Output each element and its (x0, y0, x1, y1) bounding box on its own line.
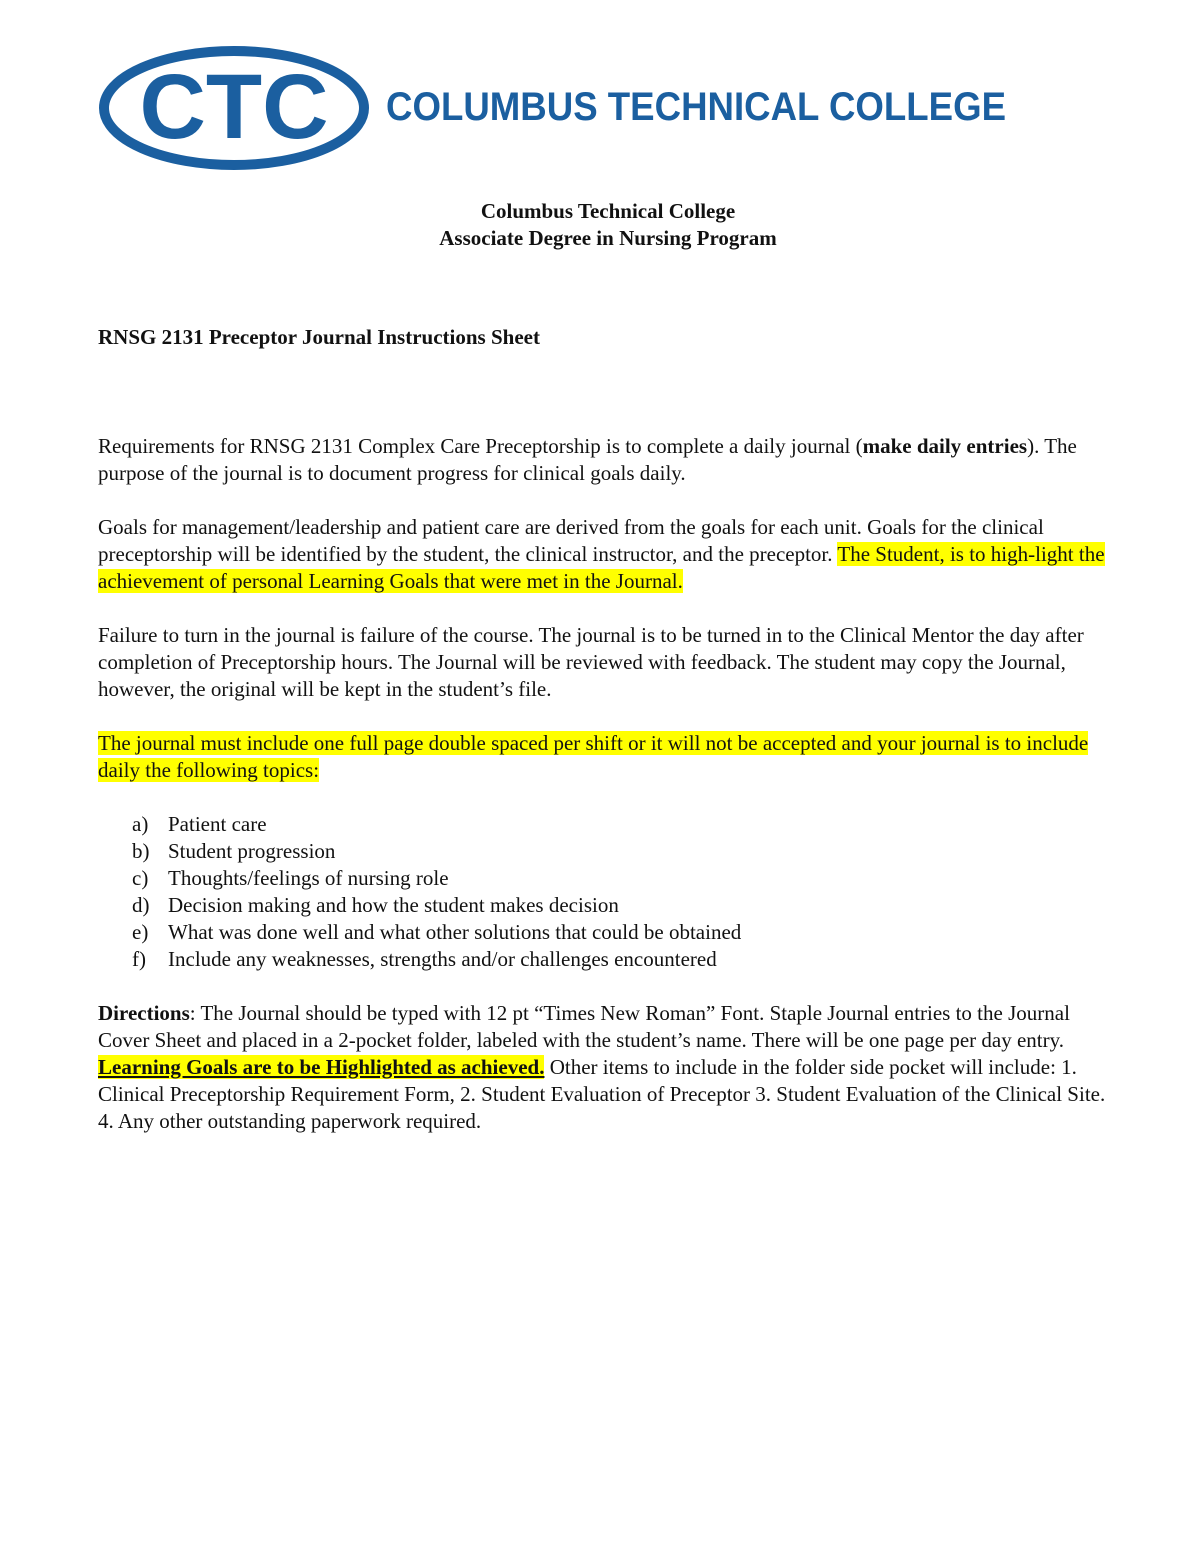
document-body (98, 198, 1118, 1135)
list-item-text: What was done well and what other solutions that could be obtained (168, 920, 742, 944)
list-marker: c) (132, 866, 149, 890)
list-marker: e) (132, 920, 149, 944)
sheet-title: RNSG 2131 Preceptor Journal Instructions Sheet (98, 325, 540, 349)
requirements-text-end: ). The purpose of the journal is to document progress for clinical goals daily. (98, 434, 1077, 485)
logo-wordmark: COLUMBUS TECHNICAL COLLEGE (386, 85, 1006, 129)
directions-paragraph (98, 1000, 1118, 1135)
list-item (98, 919, 1118, 946)
journal-requirement-paragraph (98, 730, 1118, 784)
list-marker: f) (132, 947, 146, 971)
directions-label: Directions (98, 1001, 190, 1025)
list-item (98, 946, 1118, 973)
directions-text: : The Journal should be typed with 12 pt “Times New Roman” Font. Staple Journal entries to the Journal Cover Sheet and placed in a 2-pocket folder, labeled with the student’s name. There will be one page per day entry. (98, 1001, 1070, 1052)
topics-list (98, 811, 1118, 973)
college-logo (98, 44, 1018, 172)
list-marker: d) (132, 893, 150, 917)
list-item-text: Include any weaknesses, strengths and/or challenges encountered (168, 947, 717, 971)
list-item-text: Decision making and how the student makes decision (168, 893, 619, 917)
college-name: Columbus Technical College (480, 199, 736, 223)
list-item-text: Thoughts/feelings of nursing role (168, 866, 449, 890)
program-name: Associate Degree in Nursing Program (439, 226, 777, 250)
journal-requirement-highlight: The journal must include one full page double spaced per shift or it will not be accepted and your journal is to include daily the following topics: (98, 731, 1089, 782)
list-item (98, 865, 1118, 892)
goals-paragraph (98, 514, 1118, 595)
requirements-bold: make daily entries (862, 434, 1028, 458)
list-marker: b) (132, 839, 150, 863)
goals-text: Goals for management/leadership and patient care are derived from the goals for each unit. Goals for the clinical preceptorship will be identified by the student, the clinical instructor, and the preceptor. (98, 515, 1044, 566)
directions-highlight: Learning Goals are to be Highlighted as achieved. (98, 1055, 545, 1079)
goals-highlight: The Student, is to high-light the achievement of personal Learning Goals that were met in the Journal. (98, 542, 1105, 593)
list-item (98, 811, 1118, 838)
list-item-text: Student progression (168, 839, 336, 863)
list-item-text: Patient care (168, 812, 267, 836)
list-item (98, 838, 1118, 865)
requirements-paragraph (98, 433, 1118, 487)
requirements-text: Requirements for RNSG 2131 Complex Care Preceptorship is to complete a daily journal ( (98, 434, 863, 458)
failure-paragraph: Failure to turn in the journal is failure of the course. The journal is to be turned in to the Clinical Mentor the day after completion of Preceptorship hours. The Journal will be reviewed with feedback. The student may copy the Journal, however, the original will be kept in the student’s file. (98, 623, 1084, 701)
list-item (98, 892, 1118, 919)
list-marker: a) (132, 812, 149, 836)
logo-mark: CTC (139, 56, 329, 158)
directions-text-end: Other items to include in the folder side pocket will include: 1. Clinical Preceptorship Requirement Form, 2. Student Evaluation of Preceptor 3. Student Evaluation of the Clinical Site. 4. Any other outstanding paperwork required. (98, 1055, 1106, 1133)
